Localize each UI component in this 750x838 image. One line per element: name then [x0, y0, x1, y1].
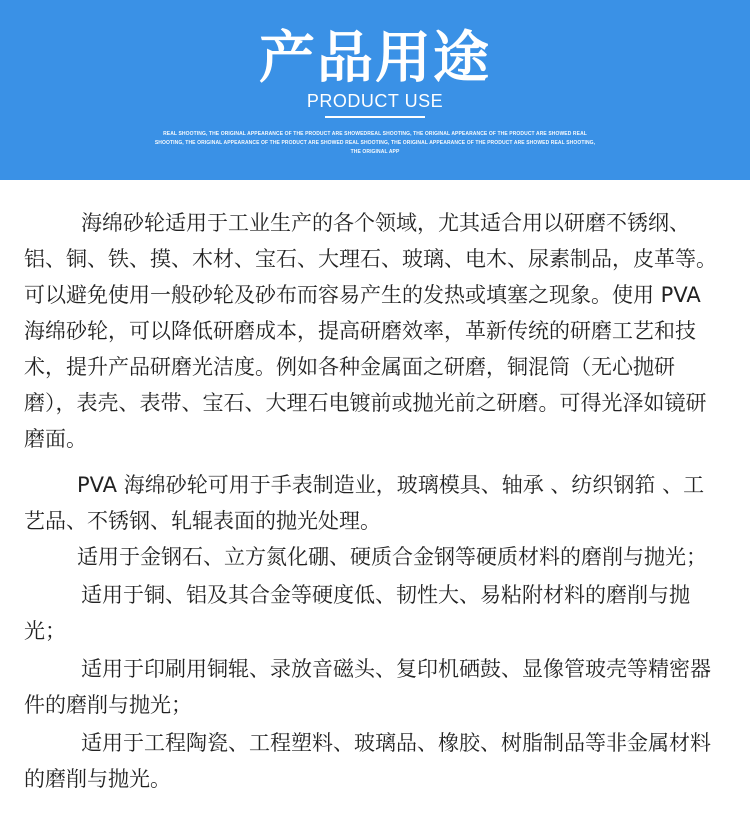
banner-divider — [325, 116, 425, 118]
use-item-hard-materials: 适用于金钢石、立方氮化硼、硬质合金钢等硬质材料的磨削与抛光； — [77, 545, 707, 569]
product-use-text — [24, 205, 724, 797]
use-item-soft-metals: 适用于铜、铝及其合金等硬度低、韧性大、易粘附材料的磨削与抛光； — [24, 583, 690, 643]
header-banner — [0, 0, 750, 180]
banner-fine-print: REAL SHOOTING, THE ORIGINAL APPEARANCE OF THE PRODUCT ARE SHOWEDREAL SHOOTING, THE ORIGINAL APPEARANCE OF THE PRODUCT ARE SHOWED REAL SHOOTING, THE ORIGINAL APPEARANCE OF THE PRODUCT ARE SHOWED REAL SHOOTING, THE ORIGINAL APPEARANCE OF THE PRODUCT ARE SHOWED REAL SHOOTING, THE ORIGINAL APP — [154, 131, 596, 155]
banner-subtitle: PRODUCT USE — [306, 91, 444, 111]
use-item-precision-parts: 适用于印刷用铜辊、录放音磁头、复印机硒鼓、显像管玻壳等精密器件的磨削与抛光； — [24, 657, 711, 717]
banner-title: 产品用途 — [259, 26, 491, 91]
paragraph-applications: PVA 海绵砂轮可用于手表制造业，玻璃模具、轴承 、纺织钢筘 、工艺品、不锈钢、轧辊表面的抛光处理。 — [24, 473, 705, 533]
paragraph-intro: 海绵砂轮适用于工业生产的各个领域，尤其适合用以研磨不锈纲、铝、铜、铁、摸、木材、宝石、大理石、玻璃、电木、尿素制品，皮革等。可以避免使用一般砂轮及砂布而容易产生的发热或填塞之现象。使用 PVA 海绵砂轮，可以降低研磨成本，提高研磨效率，革新传统的研磨工艺和技术，提升产品研磨光洁度。例如各种金属面之研磨，铜混筒（无心抛研磨），表壳、表带、宝石、大理石电镀前或抛光前之研磨。可得光泽如镜研磨面。 — [24, 211, 717, 451]
use-item-nonmetal: 适用于工程陶瓷、工程塑料、玻璃品、橡胶、树脂制品等非金属材料的磨削与抛光。 — [24, 731, 711, 791]
